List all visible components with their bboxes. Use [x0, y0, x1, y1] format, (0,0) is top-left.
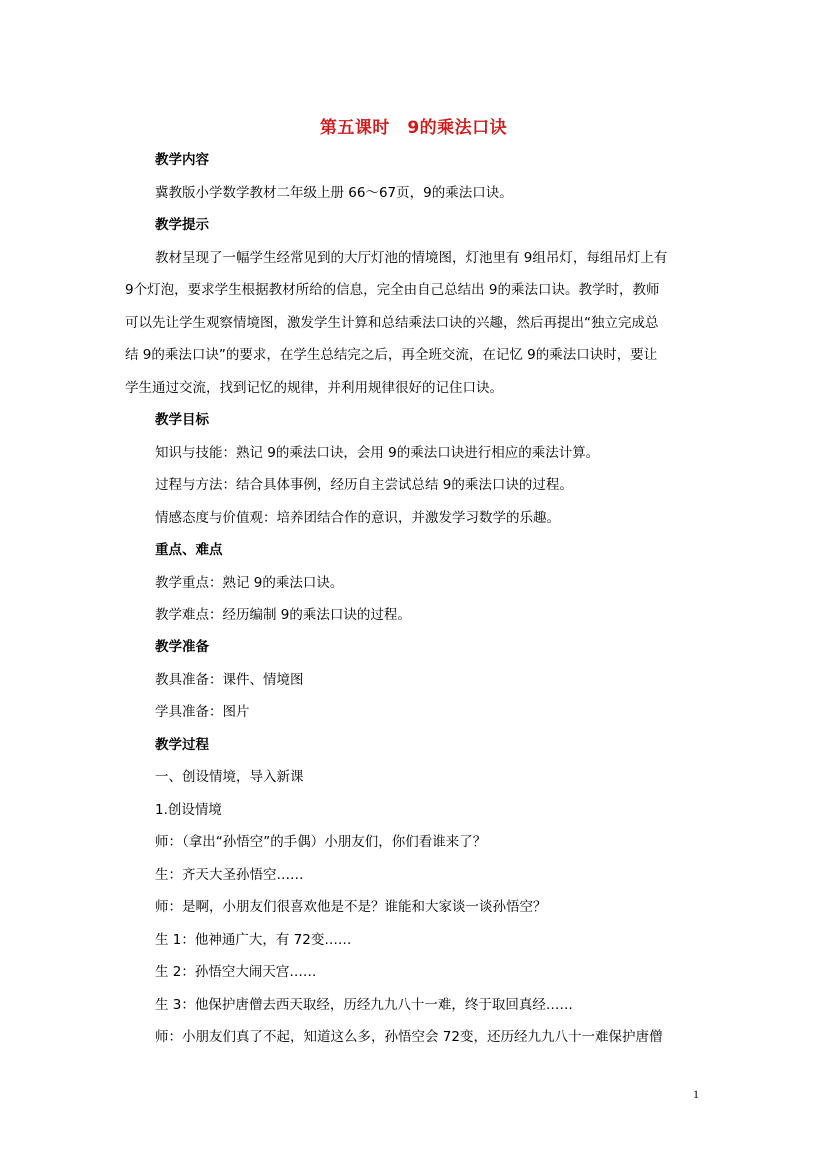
process-line-1: 一、创设情境，导入新课: [155, 769, 304, 785]
tips-line-2: 9个灯泡，要求学生根据教材所给的信息，完全由自己总结出 9的乘法口诀。教学时，教师: [125, 282, 660, 298]
page-title: 第五课时 9的乘法口诀: [319, 118, 508, 138]
tips-line-1: 教材呈现了一幅学生经常见到的大厅灯池的情境图，灯池里有 9组吊灯，每组吊灯上有: [155, 250, 668, 266]
section-heading-key: 重点、难点: [155, 542, 223, 558]
goal-knowledge: 知识与技能：熟记 9的乘法口诀，会用 9的乘法口诀进行相应的乘法计算。: [155, 445, 600, 461]
process-line-9: 师：小朋友们真了不起，知道这么多，孙悟空会 72变，还历经九九八十一难保护唐僧: [155, 1029, 663, 1045]
goal-process: 过程与方法：结合具体事例，经历自主尝试总结 9的乘法口诀的过程。: [155, 477, 573, 493]
content-text: 冀教版小学数学教材二年级上册 66～67页，9的乘法口诀。: [155, 185, 513, 201]
process-line-8: 生 3：他保护唐僧去西天取经，历经九九八十一难，终于取回真经……: [155, 997, 573, 1013]
process-line-7: 生 2：孙悟空大闹天宫……: [155, 964, 317, 980]
difficult-point: 教学难点：经历编制 9的乘法口诀的过程。: [155, 607, 411, 623]
process-line-2: 1.创设情境: [155, 802, 222, 818]
prep-student: 学具准备：图片: [155, 704, 250, 720]
key-point: 教学重点：熟记 9的乘法口诀。: [155, 575, 344, 591]
section-heading-content: 教学内容: [155, 152, 209, 168]
section-heading-prep: 教学准备: [155, 639, 209, 655]
tips-line-4: 结 9的乘法口诀”的要求，在学生总结完之后，再全班交流，在记忆 9的乘法口诀时，要让: [125, 347, 658, 363]
section-heading-process: 教学过程: [155, 737, 209, 753]
process-line-3: 师：（拿出“孙悟空”的手偶）小朋友们，你们看谁来了？: [155, 834, 487, 850]
section-heading-tips: 教学提示: [155, 217, 209, 233]
process-line-6: 生 1：他神通广大，有 72变……: [155, 932, 352, 948]
process-line-4: 生：齐天大圣孙悟空……: [155, 867, 304, 883]
goal-attitude: 情感态度与价值观：培养团结合作的意识，并激发学习数学的乐趣。: [155, 510, 560, 526]
prep-teacher: 教具准备：课件、情境图: [155, 672, 304, 688]
page-number: 1: [693, 1087, 699, 1101]
section-heading-goals: 教学目标: [155, 412, 209, 428]
tips-line-3: 可以先让学生观察情境图，激发学生计算和总结乘法口诀的兴趣，然后再提出“独立完成总: [125, 315, 659, 331]
process-line-5: 师：是啊，小朋友们很喜欢他是不是？谁能和大家谈一谈孙悟空？: [155, 899, 547, 915]
tips-line-5: 学生通过交流，找到记忆的规律，并利用规律很好的记住口诀。: [125, 380, 503, 396]
